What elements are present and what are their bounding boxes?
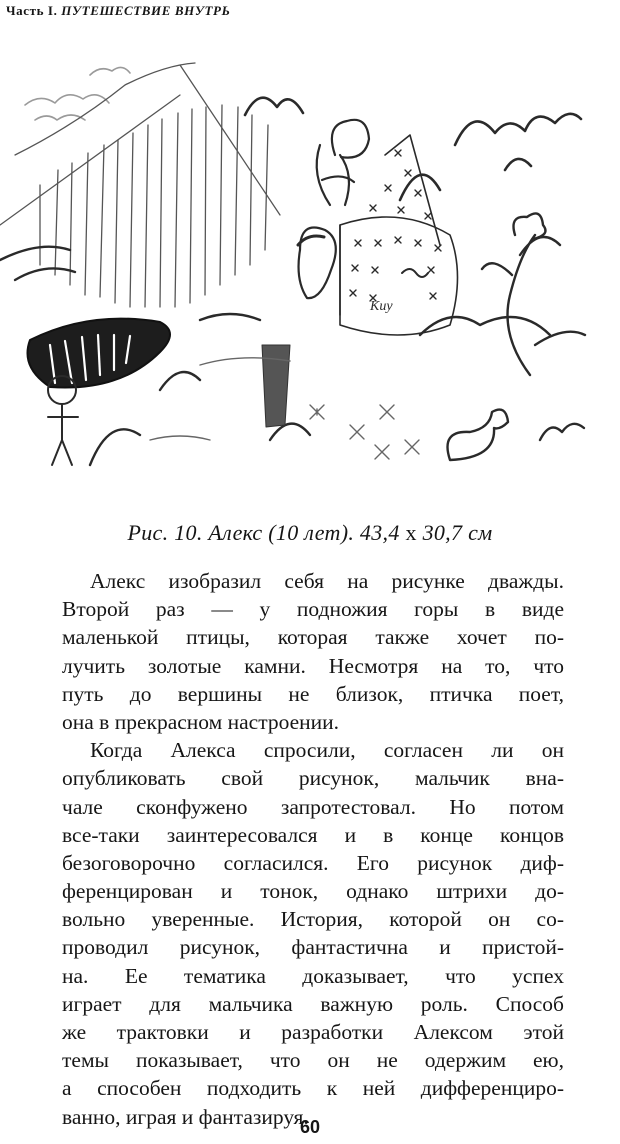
bird-figure (448, 410, 509, 460)
tower-flower (317, 120, 369, 205)
drawing-svg (0, 45, 620, 505)
running-head-title: ПУТЕШЕСТВИЕ ВНУТРЬ (61, 3, 231, 18)
text-line: она в прекрасном настроении. (62, 709, 340, 734)
text-line: Алекс изобразил себя на рисунке дважды. (90, 569, 564, 593)
text-line: все-таки заинтересовался и в конце концов (62, 822, 564, 847)
text-line: проводил рисунок, фантастична и пристой- (62, 935, 564, 960)
striped-balloon (28, 319, 171, 388)
crosshatch-mountain (340, 135, 458, 335)
text-line: ванно, играя и фантазируя. (62, 1104, 309, 1129)
dark-pillar (262, 345, 290, 427)
text-line: на. Ее тематика доказывает, что успех (62, 963, 564, 988)
boy-head-figure (298, 228, 336, 299)
text-line: же трактовки и разработки Алексом этой (62, 1020, 564, 1044)
text-line: Второй раз — у подножия горы в виде (62, 597, 564, 622)
figure-caption-size: 30,7 см (422, 520, 493, 545)
drawing-inscription: Kuy (370, 299, 393, 314)
text-line: безоговорочно согласился. Его рисунок диф- (62, 850, 564, 875)
text-line: играет для мальчика важную роль. Способ (62, 991, 564, 1016)
running-head (6, 3, 230, 19)
text-line: Когда Алекса спросили, согласен ли он (90, 738, 564, 763)
text-line: лучить золотые камни. Несмотря на то, что (62, 653, 564, 678)
paragraph-1 (62, 567, 564, 736)
text-line: темы показывает, что он не одержим ею, (62, 1048, 564, 1073)
paragraph-2 (62, 736, 564, 1131)
little-person-figure (48, 376, 78, 465)
figure-caption-times: x (405, 520, 417, 545)
text-line: путь до вершины не близок, птичка поет, (62, 681, 564, 706)
running-head-part: Часть I. (6, 3, 58, 18)
text-line: ференцирован и тонок, однако штрихи до- (62, 879, 564, 904)
page-number: 60 (299, 1117, 321, 1137)
text-line: а способен подходить к ней дифференциро- (62, 1076, 564, 1101)
figure-caption (0, 520, 620, 546)
body-text (62, 567, 564, 1131)
child-drawing-illustration (0, 45, 620, 505)
figure-caption-label: Рис. 10. Алекс (10 лет). 43,4 (127, 520, 400, 545)
text-line: вольно уверенные. История, которой он со- (62, 907, 564, 932)
text-line: опубликовать свой рисунок, мальчик вна- (62, 766, 564, 791)
text-line: маленькой птицы, которая также хочет по- (62, 625, 564, 650)
text-line: чале сконфужено запротестовал. Но потом (62, 794, 564, 819)
flower-plant (482, 213, 585, 375)
